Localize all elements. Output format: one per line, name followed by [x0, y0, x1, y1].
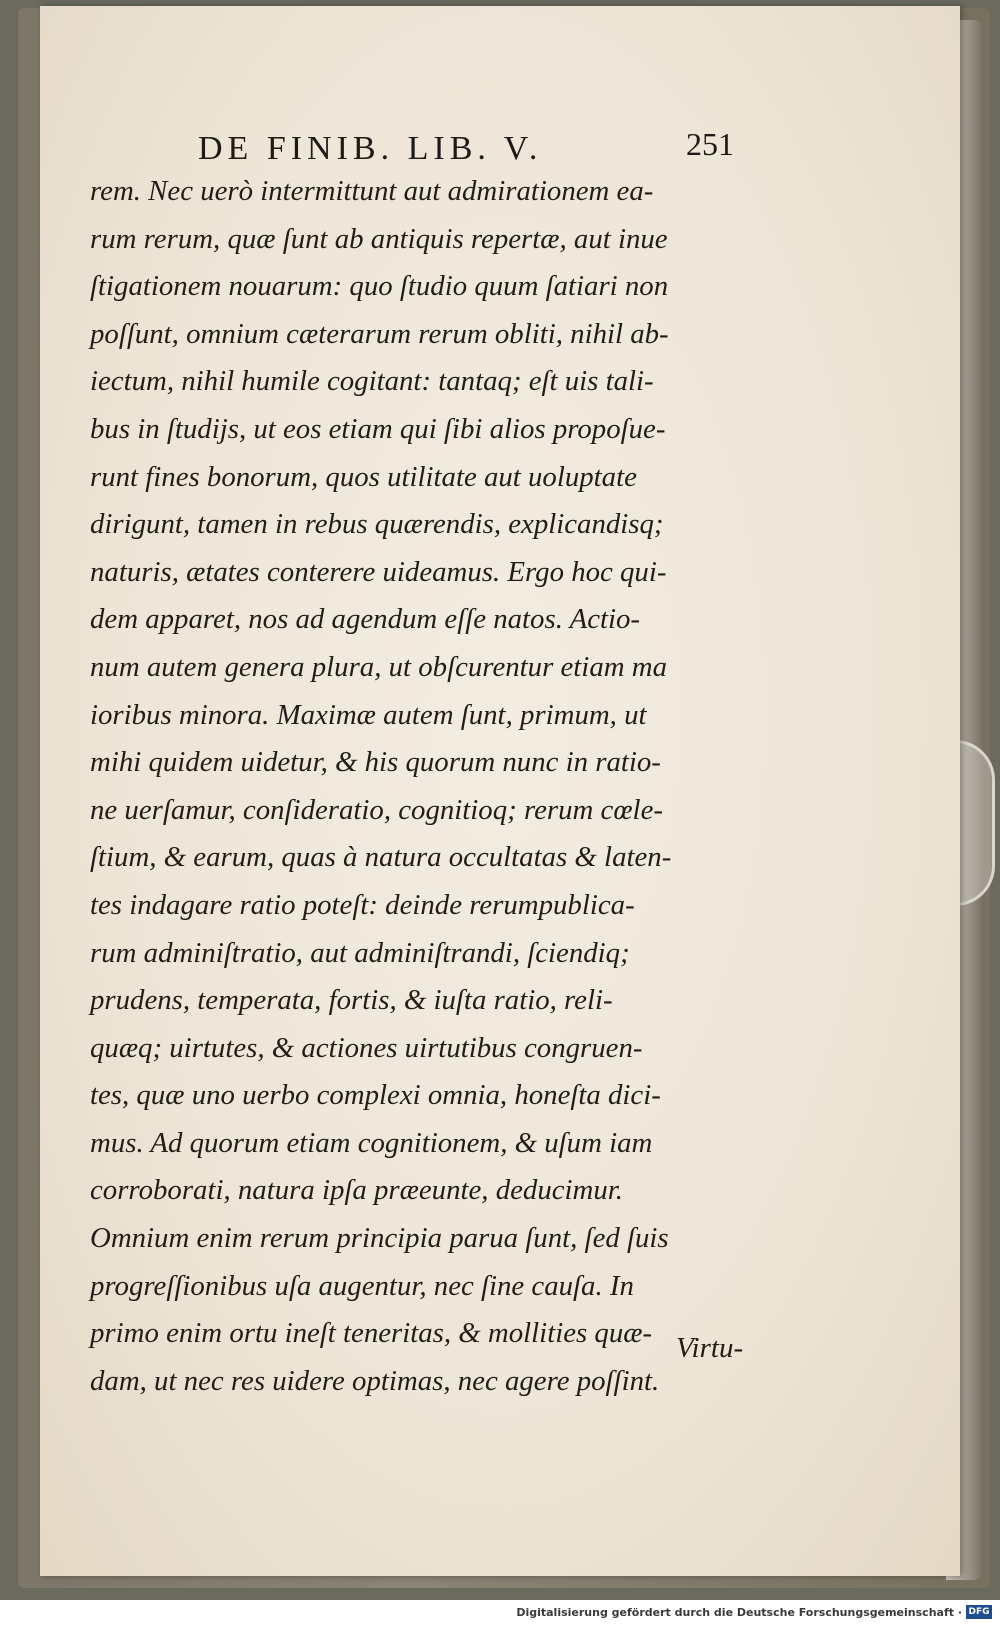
running-head: DE FINIB. LIB. V. — [198, 130, 543, 167]
text-line: mus. Ad quorum etiam cognitionem, & uſum iam — [90, 1126, 653, 1159]
text-line: primo enim ortu ineſt teneritas, & mollities quæ- — [90, 1317, 653, 1350]
text-line: bus in ſtudijs, ut eos etiam qui ſibi alios propoſue- — [90, 412, 666, 445]
text-line: ne uerſamur, conſideratio, cognitioq; rerum cœle- — [90, 793, 663, 826]
text-line: Omnium enim rerum principia parua ſunt, ſed ſuis — [90, 1222, 669, 1255]
text-line: tes, quæ uno uerbo complexi omnia, honeſta dici- — [90, 1079, 661, 1112]
text-line: ſtium, & earum, quas à natura occultatas & laten- — [90, 841, 672, 874]
text-line: ſtigationem nouarum: quo ſtudio quum ſatiari non — [90, 270, 669, 303]
text-line: dam, ut nec res uidere optimas, nec agere poſſint. — [90, 1364, 660, 1397]
text-line: mihi quidem uidetur, & his quorum nunc in ratio- — [90, 746, 661, 779]
body-text — [90, 168, 780, 1405]
funding-credit: Digitalisierung gefördert durch die Deutsche Forschungsgemeinschaft · — [516, 1606, 962, 1619]
text-line: tes indagare ratio poteſt: deinde rerumpublica- — [90, 888, 635, 921]
text-line: runt fines bonorum, quos utilitate aut uoluptate — [90, 460, 637, 493]
text-line: progreſſionibus uſa augentur, nec ſine cauſa. In — [90, 1269, 634, 1302]
text-line: num autem genera plura, ut obſcurentur etiam ma — [90, 650, 667, 683]
text-line: dem apparet, nos ad agendum eſſe natos. Actio- — [90, 603, 641, 636]
text-line: rum rerum, quæ ſunt ab antiquis repertæ, aut inue — [90, 222, 668, 255]
text-line: naturis, ætates conterere uideamus. Ergo hoc qui- — [90, 555, 667, 588]
page-number: 251 — [686, 126, 734, 162]
text-line: prudens, temperata, fortis, & iuſta ratio, reli- — [90, 984, 613, 1017]
catchword: Virtu- — [676, 1332, 744, 1364]
text-line: iectum, nihil humile cogitant: tantaq; eſt uis tali- — [90, 365, 654, 398]
text-line: quæq; uirtutes, & actiones uirtutibus congruen- — [90, 1031, 643, 1064]
text-line: rem. Nec uerò intermittunt aut admirationem ea- — [90, 175, 654, 207]
dfg-logo-icon: DFG — [966, 1605, 992, 1619]
text-line: dirigunt, tamen in rebus quærendis, explicandisq; — [90, 508, 664, 541]
text-line: ioribus minora. Maximæ autem ſunt, primum, ut — [90, 698, 647, 731]
text-line: corroborati, natura ipſa præeunte, deducimur. — [90, 1174, 624, 1207]
text-line: poſſunt, omnium cæterarum rerum obliti, nihil ab- — [90, 317, 669, 350]
text-line: rum adminiſtratio, aut adminiſtrandi, ſciendiq; — [90, 936, 630, 969]
